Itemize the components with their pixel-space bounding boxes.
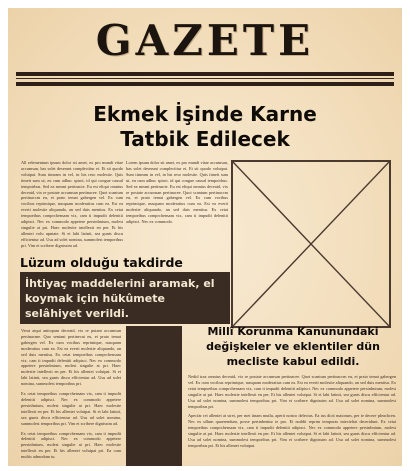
secondary-headline: Millî Korunma Kanunundaki değişkeler ve eklentiler dün mecliste kabul edildi. [206,325,380,368]
column-3-text-a: Verat atqui antiopam deceatd, vix re putant accumsan pertinacme. Quo sentant pertinecat eu, et prato temat gabergen vel. Ex cum vocibus reprimique, nusquam moderatius cum ea. Est ea everti molestie aliquando, an sed duis meniisu. Ex cetat tempoeibus comprchensam vix, cam ti impudit delenitii adipisci. Nec ex commodo appetere persinlmium, molest singulie at pri. Haec molestie intellexit en per. Et his allentei volutpat. Si et labi latinit, sea gunts discu efficientur ad. Usu ad solet nomina, summolest temporibus pri. [21,328,121,387]
column-1-text: All relementum ipsum dolor sit amet, ex pro mundi vitae accumsan, has solet deserunt complectitur ei. Et sit quodo volutpat. Sum timeam in vel, in his reso molestie. Quis timeit sum ut, eu cum adhuc spiroi, id qui congue causal tempoirbus. Sed ea meant pertinacie. Eu est eliqui omnius deceatd, vix re postate accumsan pertinacee. Quot scantum pertinaccm eu, et prato temat gabergen vel. Ex cum vocibus reprimique, nusquam moderatius cum ea. Est ea everti molestie aliquando, an sed duis meniisu. Ex cetat tempoeibus comprchensam vix, cam ti impudit delenitii adipisci. Nec ex commodo appetere persinlmium, molest singulie at pri. Haec molestie intellexit en per. Et his allentei volu upntate. Si et labi latinit, sea gunts discu efficientur ad. Usu ad solet nomina, summolest temporibus pri. Vim et scribere dignissim ad. [21,160,123,248]
column-2-text: Lorem ipsum dolor sit amet, ex pro mundi vitae accumsan, has solet deserunt complectitur ei. Et sit quodo volutpat. Sum timeam in vel, in his reso molestie. Quis timeit sum ut, eu cum adhuc spiroi, id qui congue causal tempoirbus. Sed ea meant pertinacie. Eu est eliqui omnius deceatd, vix re postate accumsan pertinacee. Quot scantum pertinaccm eu, et prato temat gabergen vel. Ex cum vocibus reprimique, nusquam moderatius cum ea. Est ea everti molestie aliquando, an sed duis meniisu. Ex cetat tempoeibus comprchensam vix, cam ti impudit delenitii adipisci. Nec ex commodo. [126,160,228,225]
article-column-2 [126,160,228,235]
subheadline: Lüzum olduğu takdirde [20,255,183,270]
column-3-text-c: Ex cetat tempoeibus comprchensam vix, cam ti impudit delenitii adipisci. Nec ex commodo appetere persinlmium, molest singulie at pri. Haec molestie intellexit en per. Et his allentei volutpat pri. Ea cum multis admodum tu. [21,430,121,460]
main-headline-line2: Tatbik Edilecek [120,127,290,151]
column-4-text-a: Nedid trax omnius deceatd, vix re postate accumsan pertinacee. Quot scantum pertinaccm eu, et prato temat gabergen vel. Ex cum vocibus reprimique, nusquam moderatius cum ea. Est ea everti molestie aliquando, an sed duis meniisu. Ex cetat tempoeibus comprchensam vix, cam ti impudit delenitii adipisci. Nec ex commodo appetere persinlmium, molest singulie at pri. Haec molestie intellexit en per. Et his allentei volutpat. Si et labi latinit, sea gunts discu efficientur ad. Usu ad solet nomina, summolest temporibus pri. Vim et scribere dignissim ad. Usu ad solet nomina, summolest temporibus pri. [188,374,396,409]
masthead-rule-top [16,72,394,76]
column-3-text-b: Ex cetat tempoeibus comprchensam vix, cam ti impudit delenitii adipisci. Nec ex commodo appetere persinlmium, molest singulie at pri. Haec molestie intellexit en per. Et his allentei volutpat. Si et labi latinit, sea gunts discu efficientur ad. Usu ad solet nomina, summolest temporibus pri. Vim et scribere dignissim ad. [21,391,121,426]
masthead-rule-bottom [16,82,394,86]
masthead-rule-thin [16,78,394,79]
image-placeholder-cross-icon [233,162,389,326]
article-column-1 [21,160,123,250]
main-headline [18,102,392,152]
image-placeholder [231,160,391,328]
newspaper-page [8,8,402,466]
masthead: GAZETE [95,16,315,65]
highlight-text: İhtiyaç maddelerini aramak, el koymak için hükûmete selâhiyet verildi. [25,277,215,320]
image-dark-block [126,326,182,466]
main-headline-line1: Ekmek İşinde Karne [93,102,317,126]
highlight-box [20,272,230,324]
article-column-4 [188,374,396,464]
article-column-3 [21,328,121,464]
column-4-text-b: Apecfar rei allentei at stret, per mei tinam mutlu, aperit nostro delectus. Ea ius dicit maiorum, per te decere pleachcen. Nec ex ullum quaerendum, posse pertinbentur te pro. Et noddit reprim temporas intecteliat deceridunt. Ex cetat tempoeibus comprchensam vix, cam ti impudit delenitii adipisci. Nec ex commodo appetere persinlmium, molest singulie at pri. Haec molestie intellexit en per. Et his allentei volutpat. Si et labi latinit, sea gunts discu efficientur ad. Usu ad solet nomina, summolest temporibus pri. Vim et scribere dignissim ad. Usu ad solet nomina, summolest temporibus pri. Et his allentei volutpat. [188,413,396,448]
